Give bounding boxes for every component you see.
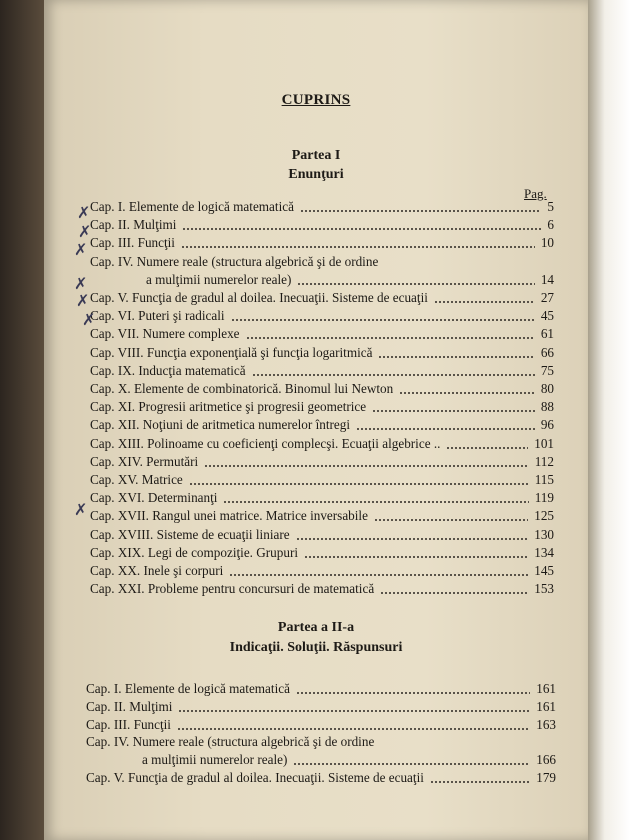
toc-entry-title: Cap. XVIII. Sisteme de ecuaţii liniare (90, 526, 290, 542)
toc-entry-page: 96 (540, 417, 554, 433)
toc-entry-page: 80 (540, 381, 554, 396)
toc-entry (90, 453, 554, 471)
toc-entry-title: Cap. XVII. Rangul unei matrice. Matrice inversabile (90, 508, 368, 524)
toc-entry (90, 216, 554, 234)
page-column-label: Pag. (524, 186, 547, 201)
toc-entry-page: 163 (536, 716, 556, 732)
toc-entry-page: 125 (534, 508, 554, 524)
toc-entry (86, 680, 556, 698)
toc-entry (90, 325, 554, 343)
dot-leader (380, 592, 528, 594)
toc-entry (90, 435, 554, 453)
part2-heading: Partea a II-a (277, 620, 355, 635)
toc-entry-title: Cap. V. Funcţia de gradul al doilea. Inecuaţii. Sisteme de ecuaţii (90, 290, 428, 305)
toc-entry-page: 5 (547, 199, 554, 214)
toc-entry-page: 10 (540, 235, 554, 251)
toc-entry-page: 66 (540, 344, 554, 360)
pen-mark-icon: ✗ (74, 240, 88, 259)
dot-leader (304, 556, 528, 558)
toc-entry (90, 307, 554, 325)
toc-entry-page: 119 (534, 490, 554, 506)
dot-leader (181, 246, 535, 248)
toc-entry (90, 489, 554, 507)
dot-leader (252, 374, 535, 376)
toc-entry-page: 179 (536, 770, 556, 785)
toc-entry (90, 580, 554, 598)
toc-entry-title: Cap. III. Funcţii (90, 235, 175, 251)
pen-mark-icon: ✗ (76, 291, 90, 310)
toc-entry-title: Cap. V. Funcţia de gradul al doilea. Inecuaţii. Sisteme de ecuaţii (86, 770, 424, 785)
toc-entry-page: 112 (534, 453, 554, 469)
toc-entry (86, 698, 556, 716)
dot-leader (296, 692, 530, 694)
toc-entry-title: Cap. I. Elemente de logică matematică (90, 199, 294, 214)
toc-entry-page: 115 (534, 472, 554, 487)
toc-entry-title: Cap. II. Mulţimi (86, 698, 173, 714)
toc-entry-page: 153 (534, 581, 554, 597)
dot-leader (189, 483, 529, 485)
part1-heading: Partea I (291, 148, 341, 163)
dot-leader (246, 337, 535, 339)
dot-leader (182, 228, 541, 230)
toc-entry-title: Cap. VI. Puteri şi radicali (90, 308, 225, 324)
toc-entry-title: Cap. XIV. Permutări (90, 453, 199, 469)
toc-entry-title-cont: a mulţimii numerelor reale) (146, 271, 292, 287)
dot-leader (229, 574, 528, 576)
toc-entry-title-cont: a mulţimii numerelor reale) (142, 752, 288, 768)
toc-entry-page: 45 (540, 308, 554, 324)
page-edge-right (588, 0, 630, 840)
toc-entry-page: 145 (534, 563, 554, 578)
toc-entry-page: 14 (540, 271, 554, 287)
toc-entry (90, 507, 554, 525)
toc-entry-title: Cap. XIX. Legi de compoziţie. Grupuri (90, 544, 299, 560)
dot-leader (178, 710, 530, 712)
toc-entry (90, 234, 554, 252)
pen-mark-icon: ✗ (74, 274, 88, 293)
toc-entry (90, 344, 554, 362)
dot-leader (430, 781, 530, 783)
toc-entry-page: 166 (536, 752, 556, 768)
toc-entry-page: 134 (534, 544, 554, 560)
dot-leader (296, 538, 528, 540)
toc-entry-title: Cap. VIII. Funcţia exponenţială şi funcţia logaritmică (90, 344, 373, 360)
toc-entry (90, 289, 554, 307)
dot-leader (374, 519, 528, 521)
toc-entry-page: 61 (540, 326, 554, 342)
dot-leader (297, 283, 535, 285)
dot-leader (446, 447, 528, 449)
toc-entry-page: 130 (534, 526, 554, 542)
book-page (44, 0, 588, 840)
toc-entry-title: Cap. III. Funcţii (86, 716, 171, 732)
dot-leader (378, 356, 535, 358)
pen-mark-icon: ✗ (77, 203, 91, 222)
toc-entry (90, 526, 554, 544)
toc-entry-page: 101 (534, 435, 554, 451)
dot-leader (434, 301, 535, 303)
toc-entry (86, 716, 556, 734)
toc-entry (90, 362, 554, 380)
page-title: CUPRINS (281, 92, 351, 108)
toc-entry-title: Cap. IV. Numere reale (structura algebrică şi de ordine (86, 734, 375, 750)
toc-entry-title: Cap. XX. Inele şi corpuri (90, 563, 224, 578)
toc-entry (86, 733, 556, 751)
toc-entry-title: Cap. XIII. Polinoame cu coeficienţi complecşi. Ecuaţii algebrice .. (90, 435, 441, 451)
toc-entry-title: Cap. XVI. Determinanţi (90, 490, 218, 506)
pen-mark-icon: ✗ (82, 310, 96, 329)
toc-entry-title: Cap. I. Elemente de logică matematică (86, 681, 290, 696)
toc-entry-page: 27 (540, 290, 554, 305)
dot-leader (223, 501, 529, 503)
toc-entry-page: 88 (540, 399, 554, 415)
toc-entry (90, 544, 554, 562)
toc-entry (90, 253, 554, 271)
dot-leader (231, 319, 535, 321)
dot-leader (372, 410, 535, 412)
toc-entry-title: Cap. IX. Inducţia matematică (90, 362, 246, 378)
toc-entry-title: Cap. VII. Numere complexe (90, 326, 240, 342)
pen-mark-icon: ✗ (74, 500, 88, 519)
toc-entry-page: 6 (547, 217, 554, 233)
book-spine-shadow (0, 0, 44, 840)
toc-entry-continuation (90, 271, 554, 289)
toc-entry (90, 398, 554, 416)
dot-leader (300, 210, 541, 212)
dot-leader (204, 465, 529, 467)
part1-subheading: Enunţuri (288, 167, 344, 182)
toc-entry (90, 380, 554, 398)
toc-entry-page: 161 (536, 698, 556, 714)
toc-entry-continuation (86, 751, 556, 769)
toc-entry-title: Cap. X. Elemente de combinatorică. Binomul lui Newton (90, 381, 394, 396)
toc-entry (90, 471, 554, 489)
toc-entry (90, 198, 554, 216)
dot-leader (356, 428, 535, 430)
toc-entry (90, 562, 554, 580)
part2-subheading: Indicaţii. Soluţii. Răspunsuri (229, 640, 403, 655)
toc-entry-page: 161 (536, 681, 556, 696)
toc-entry (90, 416, 554, 434)
toc-entry-title: Cap. XV. Matrice (90, 472, 183, 487)
toc-entry-title: Cap. II. Mulţimi (90, 217, 177, 233)
toc-entry-page: 75 (540, 362, 554, 378)
dot-leader (177, 728, 530, 730)
toc-entry-title: Cap. XXI. Probleme pentru concursuri de matematică (90, 581, 375, 597)
toc-entry-title: Cap. IV. Numere reale (structura algebrică şi de ordine (90, 253, 379, 269)
dot-leader (293, 763, 530, 765)
dot-leader (399, 392, 535, 394)
toc-entry-title: Cap. XII. Noţiuni de aritmetica numerelor întregi (90, 417, 351, 433)
toc-entry (86, 769, 556, 787)
pen-mark-icon: ✗ (78, 222, 92, 241)
toc-entry-title: Cap. XI. Progresii aritmetice şi progresii geometrice (90, 399, 367, 415)
